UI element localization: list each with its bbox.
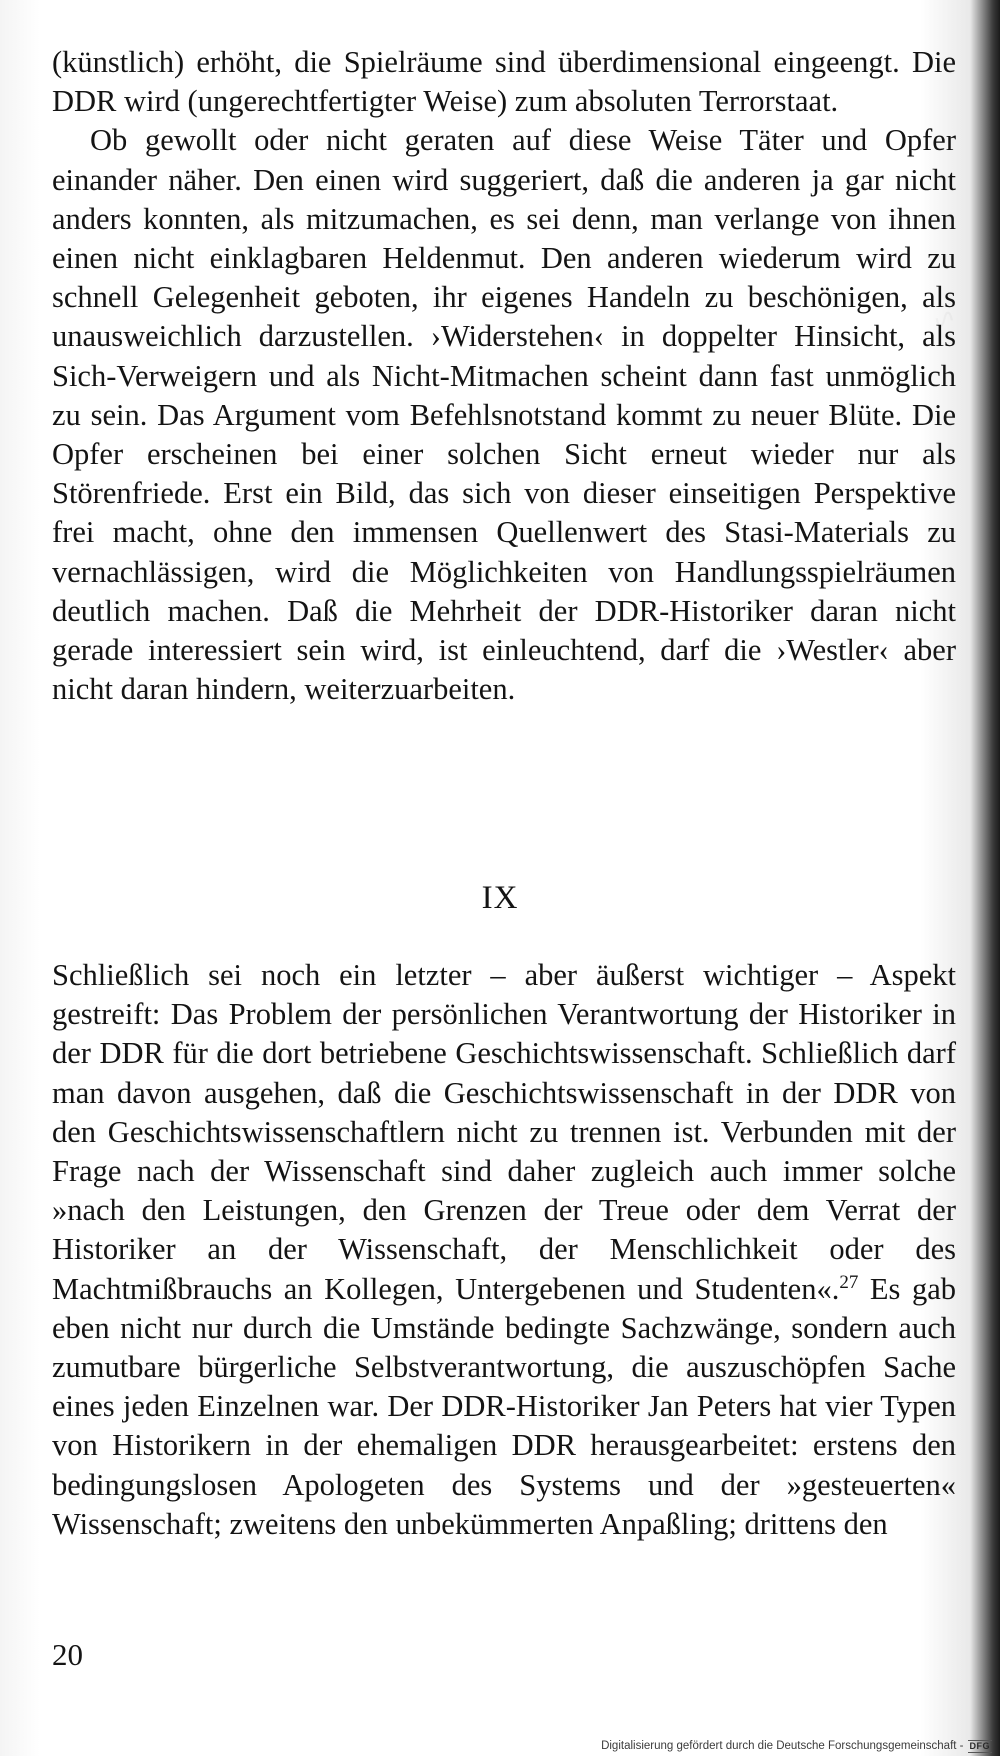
section-heading: IX (481, 880, 519, 916)
digitization-credit (601, 1739, 992, 1753)
paragraph-text: Schließlich sei noch ein letzter – aber äußerst wichtiger – Aspekt gestreift: Das Problem der persönlichen Verantwortung der Historiker in der DDR für die dort betriebene Geschichtswissenschaft. Schließlich darf man davon ausgehen, daß die Geschichtswissenschaft in der DDR von den Geschichtswissenschaftlern nicht zu trennen ist. Verbunden mit der Frage nach der Wissenschaft sind daher zugleich auch immer solche »nach den Leistungen, den Grenzen der Treue oder dem Verrat der Historiker an der Wissenschaft, der Menschlichkeit oder des Machtmißbrauchs an Kollegen, Untergebenen und Studenten«. (52, 958, 956, 1306)
text-block-lower (52, 956, 956, 1544)
paragraph-text: Es gab eben nicht nur durch die Umstände bedingte Sachzwänge, sondern auch zumutbare bürgerliche Selbstverantwortung, die auszuschöpfen Sache eines jeden Einzelnen war. Der DDR-Historiker Jan Peters hat vier Typen von Historikern in der ehemaligen DDR herausgearbeitet: erstens den bedingungslosen Apologeten des Systems und der »gesteuerten« Wissenschaft; zweitens den unbekümmerten Anpaßling; drittens den (52, 1271, 956, 1541)
paragraph (52, 956, 956, 1544)
text-block-upper (52, 43, 956, 709)
paragraph: Ob gewollt oder nicht geraten auf diese Weise Täter und Opfer einander näher. Den einen wird suggeriert, daß die anderen ja gar nicht anders konnten, als mitzumachen, es sei denn, man verlange von ihnen einen nicht einklagbaren Heldenmut. Den anderen wiederum wird zu schnell Gelegenheit geboten, ihr eigenes Handeln zu beschönigen, als unausweichlich darzustellen. ›Widerstehen‹ in doppelter Hinsicht, als Sich-Verweigern und als Nicht-Mitmachen scheint dann fast unmöglich zu sein. Das Argument vom Befehlsnotstand kommt zu neuer Blüte. Die Opfer erscheinen bei einer solchen Sicht erneut wieder nur als Störenfriede. Erst ein Bild, das sich von dieser einseitigen Perspektive frei macht, ohne den immensen Quellenwert des Stasi-Materials zu vernachlässigen, wird die Möglichkeiten von Handlungsspielräumen deutlich machen. Daß die Mehrheit der DDR-Historiker daran nicht gerade interessiert sein wird, ist einleuchtend, darf die ›Westler‹ aber nicht daran hindern, weiterzuarbeiten. (52, 123, 956, 707)
footnote-reference[interactable]: 27 (839, 1271, 859, 1293)
paragraph: (künstlich) erhöht, die Spielräume sind überdimensional eingeengt. Die DDR wird (ungerechtfertigter Weise) zum absoluten Terrorstaat. (52, 45, 956, 119)
page-number: 20 (52, 1637, 83, 1672)
dfg-logo: DFG (969, 1740, 990, 1751)
funding-note: Digitalisierung gefördert durch die Deutsche Forschungsgemeinschaft - (601, 1740, 964, 1752)
